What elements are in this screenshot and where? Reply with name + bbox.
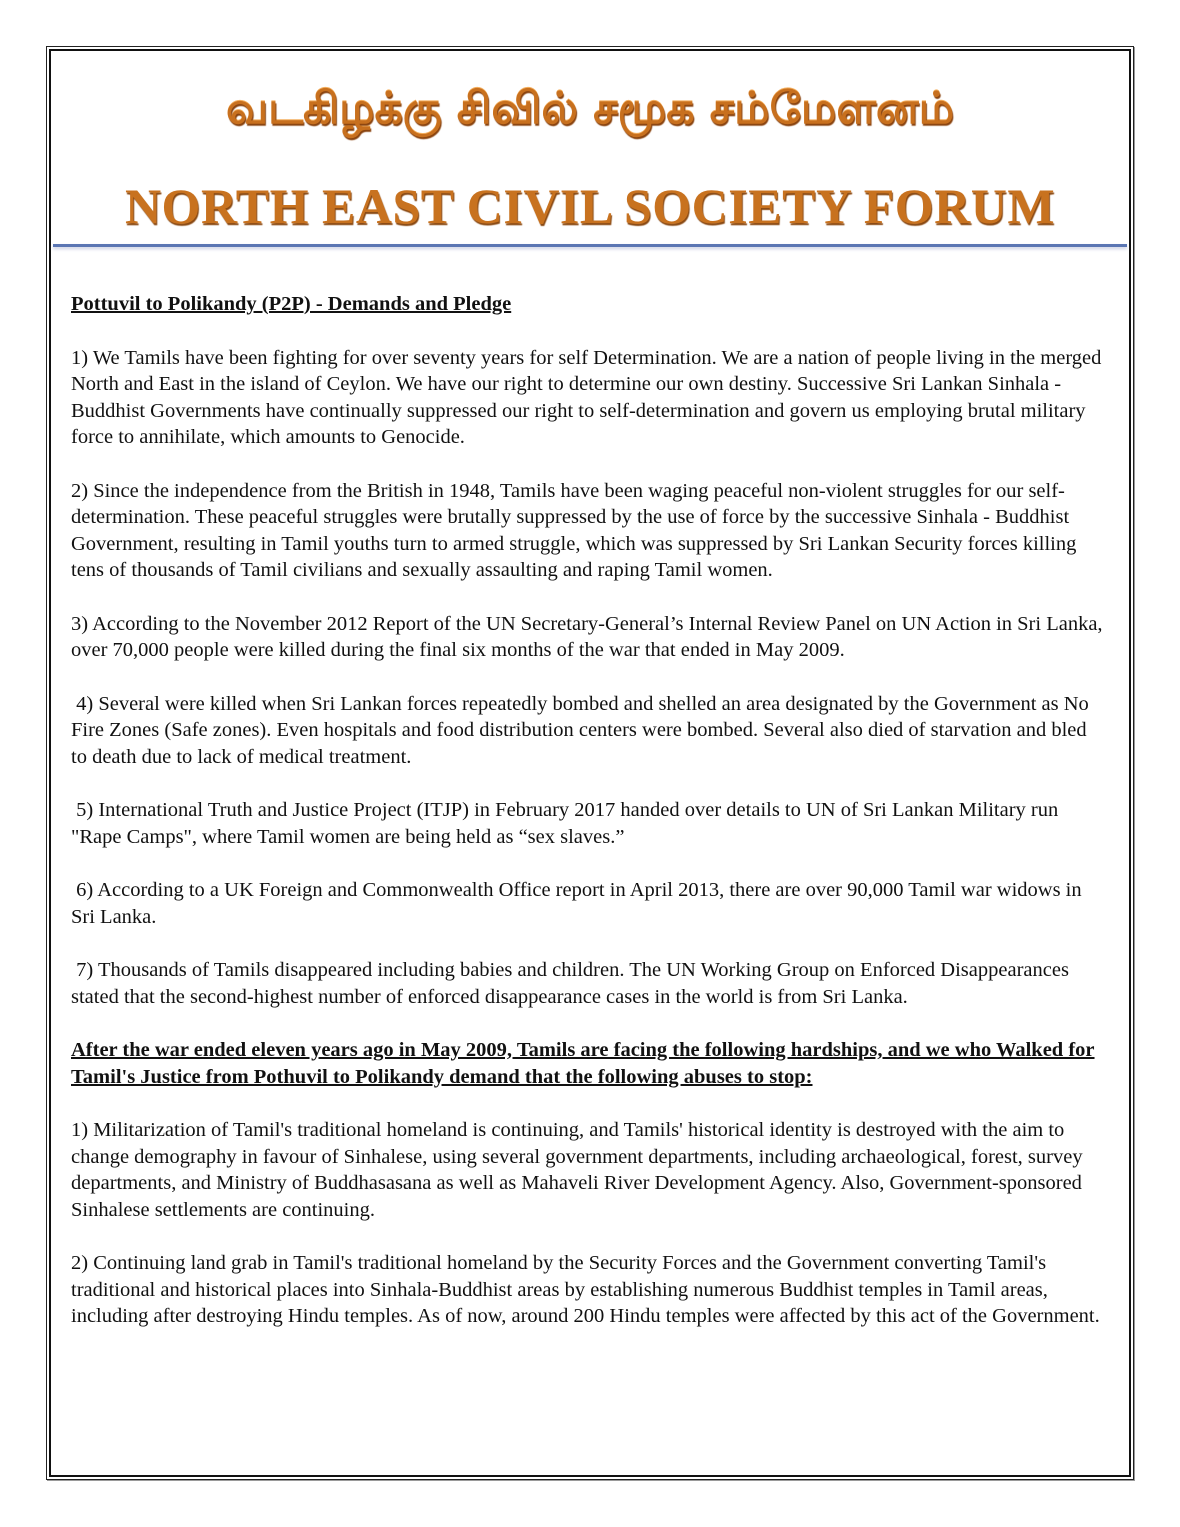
demand-paragraph-5: 5) International Truth and Justice Project (ITJP) in February 2017 handed over details to UN of Sri Lankan Military run "Rape Camps", where Tamil women are being held as “sex slaves.” xyxy=(71,799,1064,848)
page-border-outer xyxy=(46,46,1134,1480)
demand-paragraph-7: 7) Thousands of Tamils disappeared including babies and children. The UN Working Group on Enforced Disappearances stated that the second-highest number of enforced disappearance cases in the world is from Sri Lanka. xyxy=(71,959,1075,1008)
document-body xyxy=(71,291,1107,1357)
header-tamil-title: வடகிழக்கு சிவில் சமூக சம்மேளனம் xyxy=(226,83,954,134)
hardship-paragraph-1: 1) Militarization of Tamil's traditional homeland is continuing, and Tamils' historical identity is destroyed with the aim to change demography in favour of Sinhalese, using several government departments, including archaeological, forest, survey departments, and Ministry of Buddhasasana as well as Mahaveli River Development Agency. Also, Government-sponsored Sinhalese settlements are continuing. xyxy=(71,1119,1083,1221)
demand-paragraph-4: 4) Several were killed when Sri Lankan forces repeatedly bombed and shelled an area designated by the Government as No Fire Zones (Safe zones). Even hospitals and food distribution centers were bombed. Several also died of starvation and bled to death due to lack of medical treatment. xyxy=(71,692,1094,768)
demand-paragraph-6: 6) According to a UK Foreign and Commonwealth Office report in April 2013, there are over 90,000 Tamil war widows in Sri Lanka. xyxy=(71,879,1087,928)
section-title-hardships: After the war ended eleven years ago in May 2009, Tamils are facing the following hardships, and we who Walked for Tamil's Justice from Pothuvil to Polikandy demand that the following abuses to stop: xyxy=(71,1039,1095,1088)
hardship-paragraph-2: 2) Continuing land grab in Tamil's traditional homeland by the Security Forces and the Government converting Tamil's traditional and historical places into Sinhala-Buddhist areas by establishing numerous Buddhist temples in Tamil areas, including after destroying Hindu temples. As of now, around 200 Hindu temples were affected by this act of the Government. xyxy=(71,1252,1100,1327)
demand-paragraph-1: 1) We Tamils have been fighting for over seventy years for self Determination. We are a nation of people living in the merged North and East in the island of Ceylon. We have our right to determine our own destiny. Successive Sri Lankan Sinhala - Buddhist Governments have continually suppressed our right to self-determination and govern us employing brutal military force to annihilate, which amounts to Genocide. xyxy=(71,346,1102,448)
header-divider xyxy=(53,244,1127,247)
demand-paragraph-2: 2) Since the independence from the British in 1948, Tamils have been waging peaceful non-violent struggles for our self-determination. These peaceful struggles were brutally suppressed by the use of force by the successive Sinhala - Buddhist Government, resulting in Tamil youths turn to armed struggle, which was suppressed by Sri Lankan Security forces killing tens of thousands of Tamil civilians and sexually assaulting and raping Tamil women. xyxy=(71,479,1077,581)
section-title-demands-pledge: Pottuvil to Polikandy (P2P) - Demands and Pledge xyxy=(71,293,512,315)
page-border-inner xyxy=(49,49,1131,1477)
demand-paragraph-3: 3) According to the November 2012 Report of the UN Secretary-General’s Internal Review Panel on UN Action in Sri Lanka, over 70,000 people were killed during the final six months of the war that ended in May 2009. xyxy=(71,612,1103,661)
header-english-title: NORTH EAST CIVIL SOCIETY FORUM xyxy=(124,178,1056,234)
